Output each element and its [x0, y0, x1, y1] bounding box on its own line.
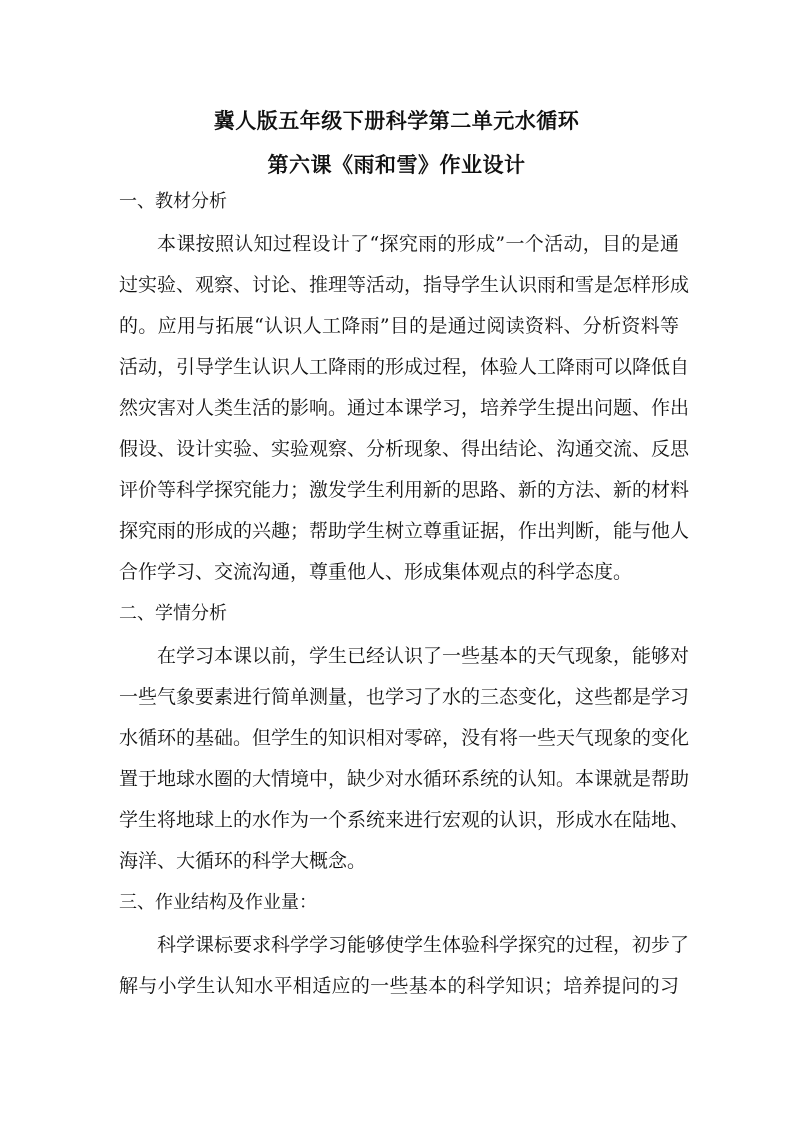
paragraph-line: 一些气象要素进行简单测量，也学习了水的三态变化，这些都是学习: [119, 686, 690, 708]
paragraph-line: 探究雨的形成的兴趣；帮助学生树立尊重证据，作出判断，能与他人: [119, 520, 690, 542]
section-heading-textbook-analysis: 一、教材分析: [119, 191, 227, 212]
section-heading-student-analysis: 二、学情分析: [119, 603, 227, 624]
paragraph-line: 过实验、观察、讨论、推理等活动，指导学生认识雨和雪是怎样形成: [119, 274, 690, 296]
paragraph-line: 置于地球水圈的大情境中，缺少对水循环系统的认知。本课就是帮助: [119, 768, 690, 790]
paragraph-line: 水循环的基础。但学生的知识相对零碎，没有将一些天气现象的变化: [119, 727, 690, 749]
paragraph-line: 假设、设计实验、实验观察、分析现象、得出结论、沟通交流、反思: [119, 438, 690, 460]
section-heading-homework-structure: 三、作业结构及作业量：: [119, 892, 317, 913]
document-subtitle: 第六课《雨和雪》作业设计: [267, 153, 526, 177]
paragraph-line: 海洋、大循环的科学大概念。: [119, 850, 367, 872]
paragraph-line: 合作学习、交流沟通，尊重他人、形成集体观点的科学态度。: [119, 561, 633, 583]
paragraph-line: 然灾害对人类生活的影响。通过本课学习，培养学生提出问题、作出: [119, 397, 690, 419]
paragraph-line: 解与小学生认知水平相适应的一些基本的科学知识；培养提问的习: [119, 975, 679, 997]
paragraph-line: 在学习本课以前，学生已经认识了一些基本的天气现象，能够对: [157, 645, 690, 667]
document-title: 冀人版五年级下册科学第二单元水循环: [213, 109, 580, 133]
paragraph-line: 学生将地球上的水作为一个系统来进行宏观的认识，形成水在陆地、: [119, 809, 690, 831]
paragraph-line: 评价等科学探究能力；激发学生利用新的思路、新的方法、新的材料: [119, 479, 690, 501]
paragraph-line: 科学课标要求科学学习能够使学生体验科学探究的过程，初步了: [157, 934, 690, 956]
paragraph-line: 的。应用与拓展“认识人工降雨”目的是通过阅读资料、分析资料等: [119, 315, 679, 337]
paragraph-line: 活动，引导学生认识人工降雨的形成过程，体验人工降雨可以降低自: [119, 356, 690, 378]
paragraph-line: 本课按照认知过程设计了“探究雨的形成”一个活动，目的是通: [157, 233, 679, 255]
